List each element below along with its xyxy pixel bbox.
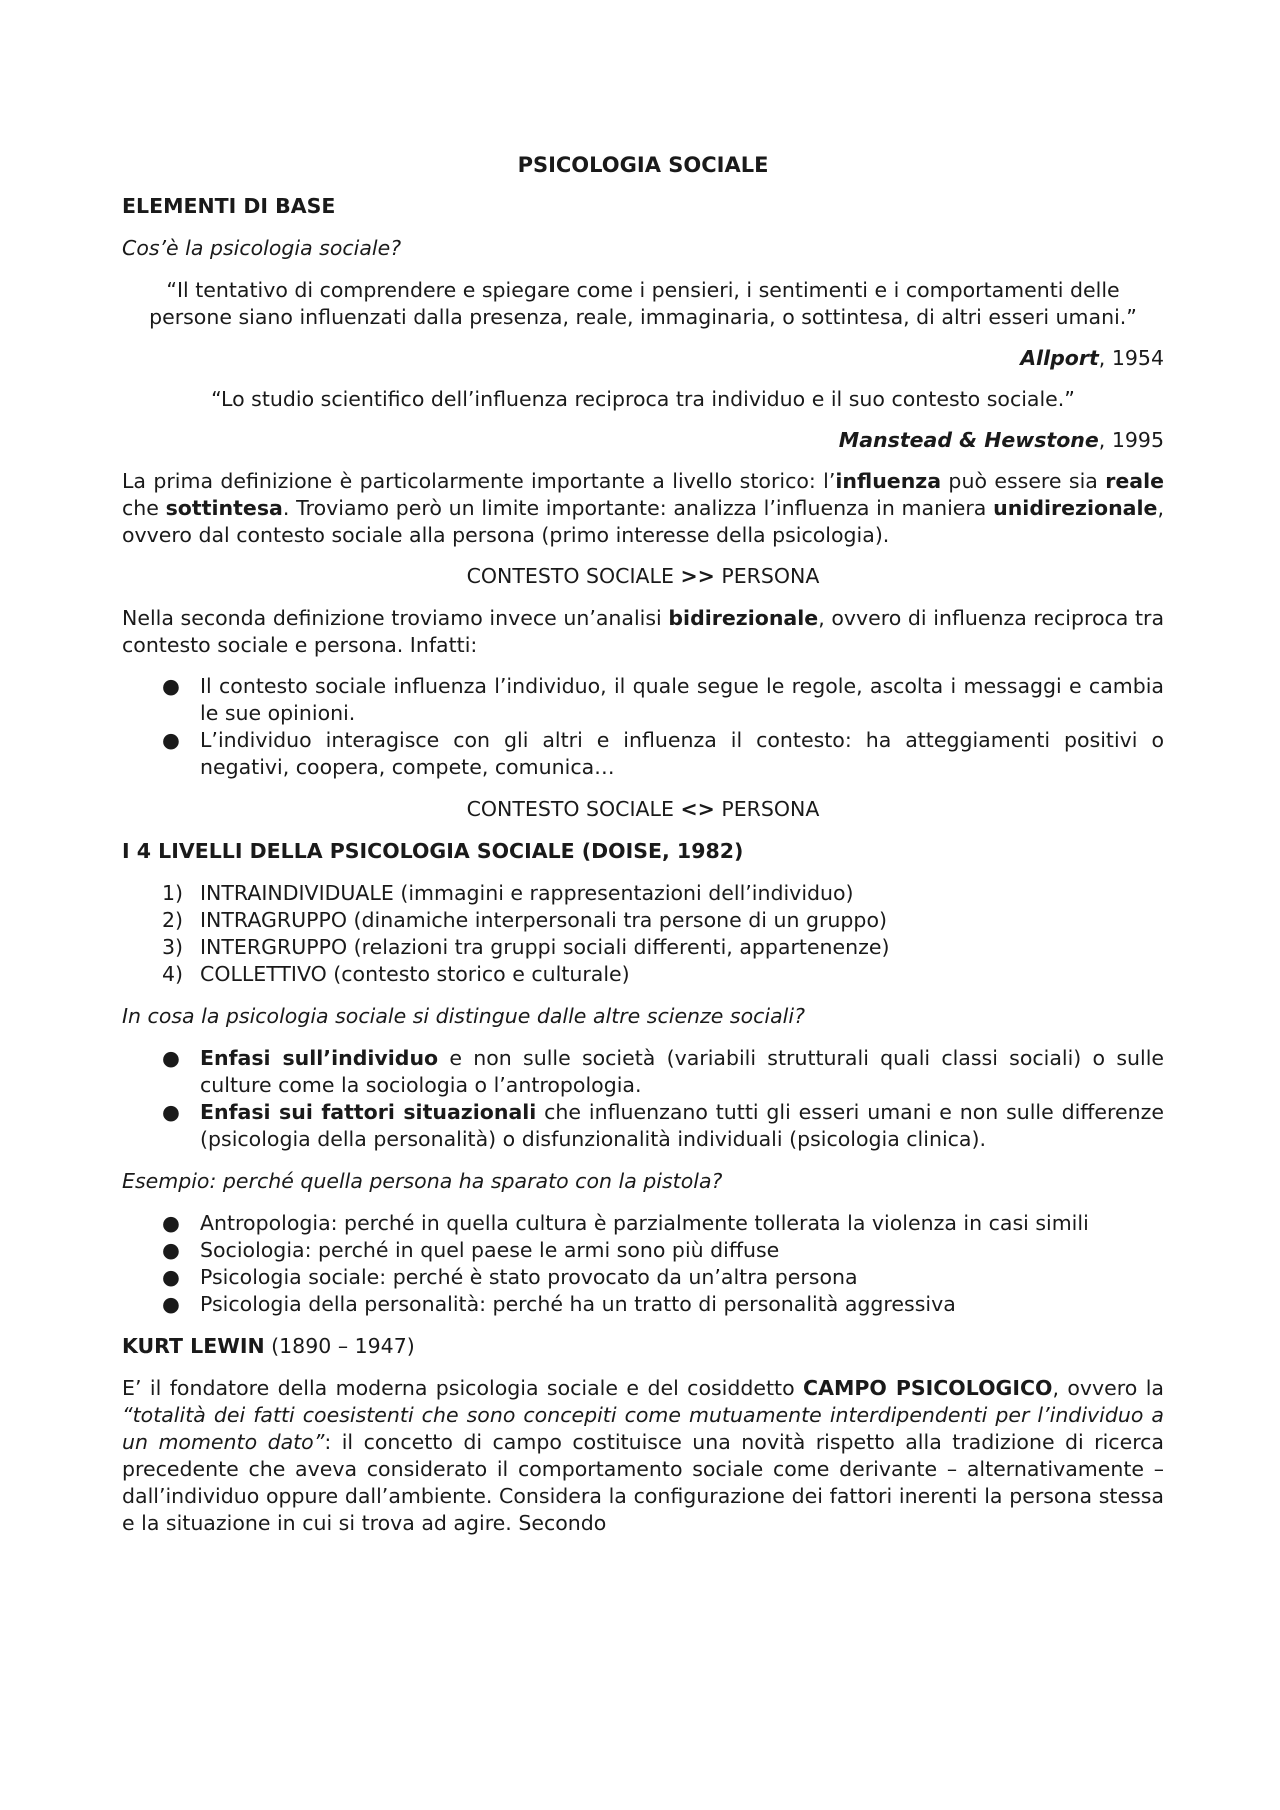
paragraph-lewin xyxy=(122,1375,1164,1537)
text-run: E’ il fondatore della moderna psicologia sociale e del cosiddetto xyxy=(122,1376,804,1400)
list-item-text: Il contesto sociale influenza l’individuo, il quale segue le regole, ascolta i messaggi e cambia le sue opinioni. xyxy=(200,674,1164,725)
formula-operator: >> xyxy=(680,564,715,588)
author-year: , 1954 xyxy=(1098,346,1164,370)
list-item xyxy=(122,880,1164,907)
list-item-text: Antropologia: perché in quella cultura è parzialmente tollerata la violenza in casi simili xyxy=(200,1211,1089,1235)
author-year: , 1995 xyxy=(1098,428,1164,452)
example-question: Esempio: perché quella persona ha sparato con la pistola? xyxy=(122,1169,723,1193)
text-run: Nella seconda definizione troviamo invece un’analisi xyxy=(122,606,669,630)
list-item-text: e non sulle società (variabili strutturali quali classi sociali) o sulle culture come la sociologia o l’antropologia. xyxy=(200,1046,1165,1097)
author-manstead xyxy=(122,427,1164,454)
list-item xyxy=(122,1099,1164,1153)
list-item-text: Psicologia della personalità: perché ha un tratto di personalità aggressiva xyxy=(200,1292,956,1316)
formula-operator: <> xyxy=(680,797,715,821)
bold-term: Enfasi sull’individuo xyxy=(200,1046,439,1070)
bullet-list-enfasi xyxy=(122,1045,1164,1153)
list-item-text: Psicologia sociale: perché è stato provocato da un’altra persona xyxy=(200,1265,858,1289)
document-page xyxy=(122,152,1164,1551)
bold-term: bidirezionale xyxy=(668,606,819,630)
list-item-text: L’individuo interagisce con gli altri e influenza il contesto: ha atteggiamenti positivi o negativi, coopera, compete, comunica… xyxy=(200,728,1164,779)
formula-left: CONTESTO SOCIALE xyxy=(466,564,681,588)
author-allport xyxy=(122,345,1164,372)
list-item-text: COLLETTIVO (contesto storico e culturale) xyxy=(200,962,630,986)
bold-term: unidirezionale xyxy=(993,496,1158,520)
italic-quote: “totalità dei fatti coesistenti che sono concepiti come mutuamente interdipendenti per l’individuo a un momento dato” xyxy=(122,1403,1164,1454)
bold-term: reale xyxy=(1105,469,1164,493)
heading-name: KURT LEWIN xyxy=(122,1334,265,1358)
section-heading-livelli: I 4 LIVELLI DELLA PSICOLOGIA SOCIALE (DOISE, 1982) xyxy=(122,839,744,863)
bullet-icon: ● xyxy=(162,1265,180,1289)
text-run: può essere sia xyxy=(941,469,1106,493)
bullet-icon: ● xyxy=(162,1292,180,1316)
bullet-icon: ● xyxy=(162,1100,180,1124)
text-run: , ovvero la xyxy=(1052,1376,1164,1400)
bullet-icon: ● xyxy=(162,1046,180,1070)
text-run: , ovvero di influenza reciproca tra contesto sociale e persona. Infatti: xyxy=(122,606,1165,657)
list-item xyxy=(122,727,1164,781)
list-item xyxy=(122,1264,1164,1291)
bullet-icon: ● xyxy=(162,1211,180,1235)
paragraph-seconda-definizione xyxy=(122,605,1164,659)
bullet-list-influenza xyxy=(122,673,1164,781)
list-number: 4) xyxy=(162,962,184,986)
quote-allport: “Il tentativo di comprendere e spiegare come i pensieri, i sentimenti e i comportamenti delle persone siano influenzati dalla presenza, reale, immaginaria, o sottintesa, di altri esseri umani.” xyxy=(149,278,1137,329)
text-run: che xyxy=(122,496,166,520)
bullet-icon: ● xyxy=(162,674,180,698)
question-cos-e: Cos’è la psicologia sociale? xyxy=(122,236,402,260)
formula-unidirectional xyxy=(122,563,1164,590)
list-item-text: INTRAINDIVIDUALE (immagini e rappresentazioni dell’individuo) xyxy=(200,881,854,905)
section-heading-lewin xyxy=(122,1333,1164,1360)
question-distingue: In cosa la psicologia sociale si distingue dalle altre scienze sociali? xyxy=(122,1004,805,1028)
list-number: 2) xyxy=(162,908,184,932)
text-run: , ovvero dal contesto sociale alla persona (primo interesse della psicologia). xyxy=(122,496,1164,547)
paragraph-prima-definizione xyxy=(122,468,1164,549)
numbered-list-livelli xyxy=(122,880,1164,988)
list-item-text: INTERGRUPPO (relazioni tra gruppi sociali differenti, appartenenze) xyxy=(200,935,890,959)
document-title: PSICOLOGIA SOCIALE xyxy=(517,153,769,177)
text-run: . Troviamo però un limite importante: analizza l’influenza in maniera xyxy=(282,496,994,520)
formula-right: PERSONA xyxy=(714,564,820,588)
list-item xyxy=(122,673,1164,727)
list-item xyxy=(122,1210,1164,1237)
list-item xyxy=(122,1045,1164,1099)
quote-manstead: “Lo studio scientifico dell’influenza reciproca tra individuo e il suo contesto sociale.” xyxy=(211,387,1075,411)
bold-term: influenza xyxy=(835,469,942,493)
list-item xyxy=(122,961,1164,988)
author-name: Allport xyxy=(1020,346,1099,370)
text-run: : il concetto di campo costituisce una novità rispetto alla tradizione di ricerca precedente che aveva considerato il comportamento sociale come derivante – alternativamente – dall’individuo oppure dall’ambiente. Considera la configurazione dei fattori inerenti la persona stessa e la situazione in cui si trova ad agire. Secondo xyxy=(122,1430,1164,1535)
list-number: 3) xyxy=(162,935,184,959)
list-item xyxy=(122,1237,1164,1264)
author-name: Manstead & Hewstone xyxy=(838,428,1099,452)
list-item-text: che influenzano tutti gli esseri umani e non sulle differenze (psicologia della personalità) o disfunzionalità individuali (psicologia clinica). xyxy=(200,1100,1164,1151)
section-heading-elementi: ELEMENTI DI BASE xyxy=(122,194,336,218)
list-item-text: Sociologia: perché in quel paese le armi sono più diffuse xyxy=(200,1238,780,1262)
bullet-icon: ● xyxy=(162,728,180,752)
formula-bidirectional xyxy=(122,796,1164,823)
list-item xyxy=(122,934,1164,961)
formula-left: CONTESTO SOCIALE xyxy=(466,797,681,821)
bold-term: sottintesa xyxy=(165,496,283,520)
bold-term: CAMPO PSICOLOGICO xyxy=(803,1376,1053,1400)
bold-term: Enfasi sui fattori situazionali xyxy=(200,1100,537,1124)
list-item xyxy=(122,1291,1164,1318)
heading-dates: (1890 – 1947) xyxy=(264,1334,415,1358)
bullet-list-esempio xyxy=(122,1210,1164,1318)
bullet-icon: ● xyxy=(162,1238,180,1262)
list-item xyxy=(122,907,1164,934)
formula-right: PERSONA xyxy=(714,797,820,821)
list-number: 1) xyxy=(162,881,184,905)
text-run: La prima definizione è particolarmente importante a livello storico: l’ xyxy=(122,469,836,493)
list-item-text: INTRAGRUPPO (dinamiche interpersonali tra persone di un gruppo) xyxy=(200,908,887,932)
